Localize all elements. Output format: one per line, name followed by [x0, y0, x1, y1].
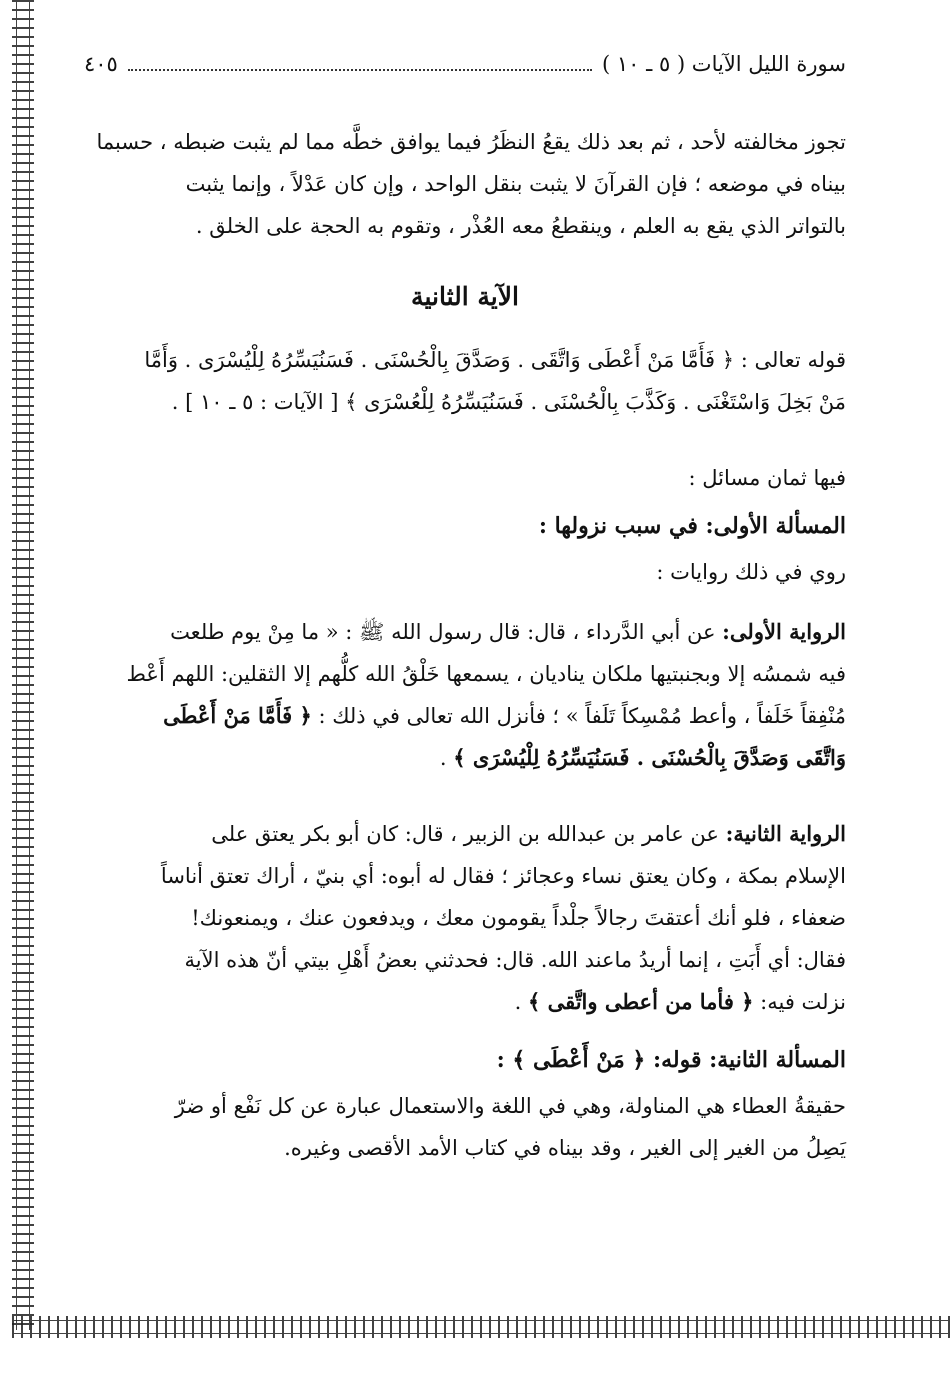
narration-1-line — [84, 737, 846, 779]
narration-1-line: فيه شمسُه إلا وبجنبتيها ملكان يناديان ، يسمعها خَلْقُ الله كلُّهم إلا الثقلين: اللهم أَعْط — [126, 662, 846, 686]
decorative-border-bottom — [12, 1316, 950, 1338]
issue-2-title — [84, 1039, 846, 1081]
spacer — [84, 439, 846, 457]
issue-2-line: حقيقةُ العطاء هي المناولة، وهي في اللغة والاستعمال عبارة عن كل نَفْع أو ضرّ — [174, 1094, 846, 1118]
narration-1-line — [84, 611, 846, 653]
intro-paragraph — [84, 121, 846, 247]
page-number: ٤٠٥ — [84, 52, 118, 76]
narration-1-text: مُنْفِقاً خَلَفاً ، وأعط مُمْسِكاً تَلَفاً » ؛ فأنزل الله تعالى في ذلك : — [311, 704, 846, 728]
verse-line: قوله تعالى : ﴿ فَأَمَّا مَنْ أَعْطَى وَاتَّقَى . وَصَدَّقَ بِالْحُسْنَى . فَسَنُيَسِّرُهُ لِلْيُسْرَى . وَأَمَّا — [144, 348, 846, 372]
narration-1-lead: الرواية الأولى: — [722, 619, 846, 644]
issue-2-colon: : — [496, 1047, 513, 1073]
intro-line: تجوز مخالفته لأحد ، ثم بعد ذلك يقعُ النظَرُ فيما يوافق خطَّه مما لم يثبت ضبطه ، حسبما — [96, 130, 846, 154]
narration-2-line — [84, 981, 846, 1023]
quran-quote: ﴿ مَنْ أَعْطَى ﴾ — [512, 1047, 653, 1073]
narration-2-line: فقال: أي أَبَتِ ، إنما أريدُ ماعند الله. قال: فحدثني بعضُ أَهْلِ بيتي أنّ هذه الآية — [184, 948, 846, 972]
narration-1-text: . — [439, 746, 454, 770]
decorative-border-left — [12, 0, 34, 1330]
issue-2-line: يَصِلُ من الغير إلى الغير ، وقد بيناه في كتاب الأمد الأقصى وغيره. — [284, 1136, 846, 1160]
intro-line: بيناه في موضعه ؛ فإن القرآنَ لا يثبت بنقل الواحد ، وإن كان عَدْلاً ، وإنما يثبت — [185, 172, 846, 196]
issue-2-paragraph — [84, 1085, 846, 1169]
narration-1-line — [84, 695, 846, 737]
narration-2-text: نزلت فيه: — [753, 990, 846, 1014]
issues-intro: فيها ثمان مسائل : — [688, 466, 846, 490]
running-title: سورة الليل الآيات ( ٥ ـ ١٠ ) — [602, 52, 846, 76]
issue-2-lead: المسألة الثانية: قوله: — [652, 1047, 846, 1073]
quran-quote: ﴿ فَأَمَّا مَنْ أَعْطَى — [163, 703, 312, 728]
narration-2-line: ضعفاء ، فلو أنك أعتقتَ رجالاً جلْداً يقومون معك ، ويدفعون عنك ، ويمنعونك! — [191, 906, 846, 930]
page-header — [84, 52, 846, 77]
narration-1 — [84, 611, 846, 779]
narration-2-lead: الرواية الثانية: — [725, 821, 846, 846]
narration-2-text: عن عامر بن عبدالله بن الزبير ، قال: كان أبو بكر يعتق على — [211, 822, 726, 846]
issue-1-title: المسألة الأولى: في سبب نزولها : — [538, 513, 846, 539]
narration-2-line — [84, 813, 846, 855]
narration-2-line: الإسلام بمكة ، وكان يعتق نساء وعجائز ؛ فقال له أبوه: أي بنيّ ، أراك تعتق أناساً — [160, 864, 846, 888]
narration-2-text: . — [514, 990, 528, 1014]
spacer — [84, 593, 846, 611]
narration-2 — [84, 813, 846, 1023]
intro-line: بالتواتر الذي يقع به العلم ، وينقطعُ معه العُذْر ، وتقوم به الحجة على الخلق . — [195, 214, 846, 238]
narration-1-text: عن أبي الدَّرداء ، قال: قال رسول الله ﷺ : « ما مِنْ يوم طلعت — [170, 620, 723, 644]
section-title: الآية الثانية — [411, 282, 519, 311]
page-body — [84, 52, 846, 1185]
verse-line: مَنْ بَخِلَ وَاسْتَغْنَى . وَكَذَّبَ بِالْحُسْنَى . فَسَنُيَسِّرُهُ لِلْعُسْرَى ﴾ [ الآيات : ٥ ـ ١٠ ] . — [171, 390, 846, 414]
quran-quote: وَاتَّقَى وَصَدَّقَ بِالْحُسْنَى . فَسَنُيَسِّرُهُ لِلْيُسْرَى ﴾ — [453, 745, 846, 770]
verse-paragraph — [84, 339, 846, 423]
header-dot-leader — [128, 68, 592, 71]
issue-1-intro: روي في ذلك روايات : — [656, 560, 846, 584]
quran-quote: ﴿ فأما من أعطى واتَّقى ﴾ — [527, 989, 754, 1014]
spacer — [84, 795, 846, 813]
